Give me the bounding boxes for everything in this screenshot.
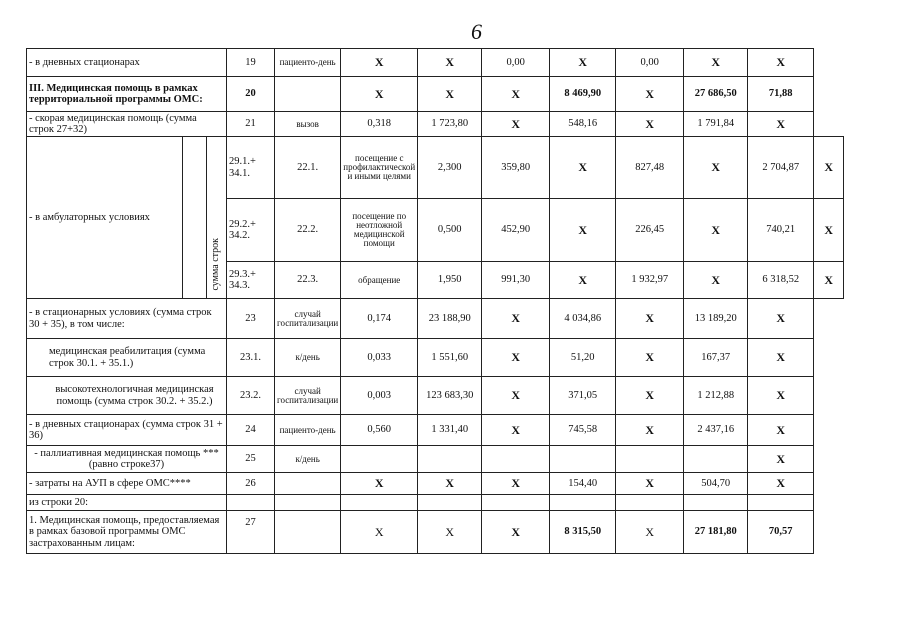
- empty-cell: [275, 495, 341, 511]
- table-row: [27, 511, 844, 554]
- empty-cell: [418, 495, 482, 511]
- cell-value: X: [748, 415, 814, 446]
- cell-value: 1 791,84: [684, 112, 748, 137]
- cell-value: X: [482, 339, 550, 377]
- table-row: [27, 415, 844, 446]
- cell-value: X: [748, 446, 814, 473]
- cell-value: X: [814, 137, 844, 199]
- cell-value: [550, 446, 616, 473]
- cell-value: X: [550, 49, 616, 77]
- cell-value: 452,90: [482, 199, 550, 262]
- row-label: - затраты на АУП в сфере ОМС****: [27, 473, 227, 495]
- row-label: - паллиативная медицинская помощь *** (равно строке37): [27, 446, 227, 473]
- cell-value: X: [418, 77, 482, 112]
- row-code: 23.1.: [227, 339, 275, 377]
- cell-value: X: [684, 137, 748, 199]
- row-label: - в стационарных условиях (сумма строк 30 + 35), в том числе:: [27, 299, 227, 339]
- row-code: 22.2.: [275, 199, 341, 262]
- cell-value: 51,20: [550, 339, 616, 377]
- row-code: 24: [227, 415, 275, 446]
- row-label-ambulatory: - в амбулаторных условиях: [27, 137, 183, 299]
- cell-value: X: [550, 199, 616, 262]
- cell-value: X: [616, 377, 684, 415]
- row-code: 22.3.: [275, 262, 341, 299]
- row-sub-formula: 29.3.+ 34.3.: [227, 262, 275, 299]
- empty-cell: [341, 495, 418, 511]
- row-code: 27: [227, 511, 275, 554]
- cell-value: X: [616, 339, 684, 377]
- table-row: [27, 446, 844, 473]
- row-sub-formula: 29.2.+ 34.2.: [227, 199, 275, 262]
- cell-value: X: [482, 415, 550, 446]
- cell-value: 23 188,90: [418, 299, 482, 339]
- cell-value: 548,16: [550, 112, 616, 137]
- cell-value: X: [814, 199, 844, 262]
- spacer-cell: [183, 137, 207, 299]
- row-code: 20: [227, 77, 275, 112]
- cell-value: 226,45: [616, 199, 684, 262]
- cell-value: X: [616, 473, 684, 495]
- cell-value: 70,57: [748, 511, 814, 554]
- cell-value: X: [341, 511, 418, 554]
- row-label: - в дневных стационарах (сумма строк 31 + 36): [27, 415, 227, 446]
- cell-value: X: [341, 473, 418, 495]
- cell-value: 0,00: [482, 49, 550, 77]
- cell-value: X: [482, 112, 550, 137]
- row-unit: посещение по неотложной медицинской помощи: [341, 199, 418, 262]
- sum-rows-vertical-label: сумма строк: [207, 137, 227, 299]
- cell-value: [341, 446, 418, 473]
- row-label: - в дневных стационарах: [27, 49, 227, 77]
- cell-value: X: [550, 137, 616, 199]
- row-unit: [275, 77, 341, 112]
- cell-value: X: [482, 77, 550, 112]
- cell-value: X: [616, 112, 684, 137]
- row-unit: пациенто-день: [275, 49, 341, 77]
- cell-value: 1 331,40: [418, 415, 482, 446]
- cell-value: 371,05: [550, 377, 616, 415]
- cell-value: X: [418, 473, 482, 495]
- table-row: [27, 299, 844, 339]
- row-label: высокотехнологичная медицинская помощь (сумма строк 30.2. + 35.2.): [27, 377, 227, 415]
- cell-value: X: [684, 49, 748, 77]
- financing-table: [26, 48, 844, 554]
- cell-value: 827,48: [616, 137, 684, 199]
- cell-value: X: [748, 377, 814, 415]
- cell-value: X: [684, 199, 748, 262]
- row-unit: [275, 473, 341, 495]
- table-row: [27, 112, 844, 137]
- cell-value: X: [418, 49, 482, 77]
- table-row: [27, 377, 844, 415]
- cell-value: 0,003: [341, 377, 418, 415]
- cell-value: 2,300: [418, 137, 482, 199]
- table-row: [27, 137, 844, 199]
- cell-value: 27 686,50: [684, 77, 748, 112]
- cell-value: X: [341, 77, 418, 112]
- empty-cell: [482, 495, 550, 511]
- page-number-mark: 6: [471, 19, 482, 44]
- row-code: 26: [227, 473, 275, 495]
- cell-value: X: [684, 262, 748, 299]
- empty-cell: [227, 495, 275, 511]
- table-row: [27, 473, 844, 495]
- row-unit: вызов: [275, 112, 341, 137]
- cell-value: X: [748, 473, 814, 495]
- row-label: III. Медицинская помощь в рамках территориальной программы ОМС:: [27, 77, 227, 112]
- cell-value: 745,58: [550, 415, 616, 446]
- cell-value: X: [748, 339, 814, 377]
- cell-value: 0,033: [341, 339, 418, 377]
- cell-value: X: [341, 49, 418, 77]
- cell-value: 1 551,60: [418, 339, 482, 377]
- cell-value: [482, 446, 550, 473]
- cell-value: X: [814, 262, 844, 299]
- cell-value: X: [550, 262, 616, 299]
- cell-value: 504,70: [684, 473, 748, 495]
- row-unit: пациенто-день: [275, 415, 341, 446]
- row-code: 23.2.: [227, 377, 275, 415]
- cell-value: X: [616, 77, 684, 112]
- cell-value: X: [616, 511, 684, 554]
- row-label: из строки 20:: [27, 495, 227, 511]
- cell-value: 8 315,50: [550, 511, 616, 554]
- row-sub-formula: 29.1.+ 34.1.: [227, 137, 275, 199]
- table-row: [27, 495, 844, 511]
- row-unit: [275, 511, 341, 554]
- cell-value: 991,30: [482, 262, 550, 299]
- cell-value: [418, 446, 482, 473]
- row-unit: посещение с профилактической и иными целями: [341, 137, 418, 199]
- empty-cell: [748, 495, 814, 511]
- row-unit: случай госпитализации: [275, 299, 341, 339]
- cell-value: 1 212,88: [684, 377, 748, 415]
- row-unit: обращение: [341, 262, 418, 299]
- cell-value: 123 683,30: [418, 377, 482, 415]
- cell-value: 27 181,80: [684, 511, 748, 554]
- empty-cell: [616, 495, 684, 511]
- cell-value: 2 437,16: [684, 415, 748, 446]
- row-code: 19: [227, 49, 275, 77]
- cell-value: X: [748, 299, 814, 339]
- row-code: 25: [227, 446, 275, 473]
- empty-cell: [684, 495, 748, 511]
- cell-value: 2 704,87: [748, 137, 814, 199]
- row-label: - скорая медицинская помощь (сумма строк 27+32): [27, 112, 227, 137]
- cell-value: 6 318,52: [748, 262, 814, 299]
- table-row: [27, 339, 844, 377]
- cell-value: 0,174: [341, 299, 418, 339]
- row-code: 21: [227, 112, 275, 137]
- cell-value: 0,560: [341, 415, 418, 446]
- row-code: 23: [227, 299, 275, 339]
- cell-value: 167,37: [684, 339, 748, 377]
- cell-value: X: [482, 473, 550, 495]
- row-label: медицинская реабилитация (сумма строк 30.1. + 35.1.): [27, 339, 227, 377]
- row-label: 1. Медицинская помощь, предоставляемая в рамках базовой программы ОМС застрахованным лицам:: [27, 511, 227, 554]
- cell-value: 71,88: [748, 77, 814, 112]
- cell-value: X: [482, 511, 550, 554]
- cell-value: X: [748, 112, 814, 137]
- table-row: [27, 77, 844, 112]
- cell-value: X: [418, 511, 482, 554]
- table-row: [27, 49, 844, 77]
- cell-value: X: [616, 415, 684, 446]
- row-unit: случай госпитализации: [275, 377, 341, 415]
- cell-value: 1 932,97: [616, 262, 684, 299]
- cell-value: 359,80: [482, 137, 550, 199]
- cell-value: 1,950: [418, 262, 482, 299]
- cell-value: 154,40: [550, 473, 616, 495]
- cell-value: 13 189,20: [684, 299, 748, 339]
- cell-value: 740,21: [748, 199, 814, 262]
- cell-value: X: [748, 49, 814, 77]
- cell-value: X: [482, 299, 550, 339]
- cell-value: 4 034,86: [550, 299, 616, 339]
- cell-value: 1 723,80: [418, 112, 482, 137]
- cell-value: 8 469,90: [550, 77, 616, 112]
- empty-cell: [550, 495, 616, 511]
- cell-value: 0,00: [616, 49, 684, 77]
- row-unit: к/день: [275, 339, 341, 377]
- cell-value: X: [482, 377, 550, 415]
- cell-value: [616, 446, 684, 473]
- cell-value: 0,318: [341, 112, 418, 137]
- cell-value: [684, 446, 748, 473]
- cell-value: X: [616, 299, 684, 339]
- row-unit: к/день: [275, 446, 341, 473]
- cell-value: 0,500: [418, 199, 482, 262]
- row-code: 22.1.: [275, 137, 341, 199]
